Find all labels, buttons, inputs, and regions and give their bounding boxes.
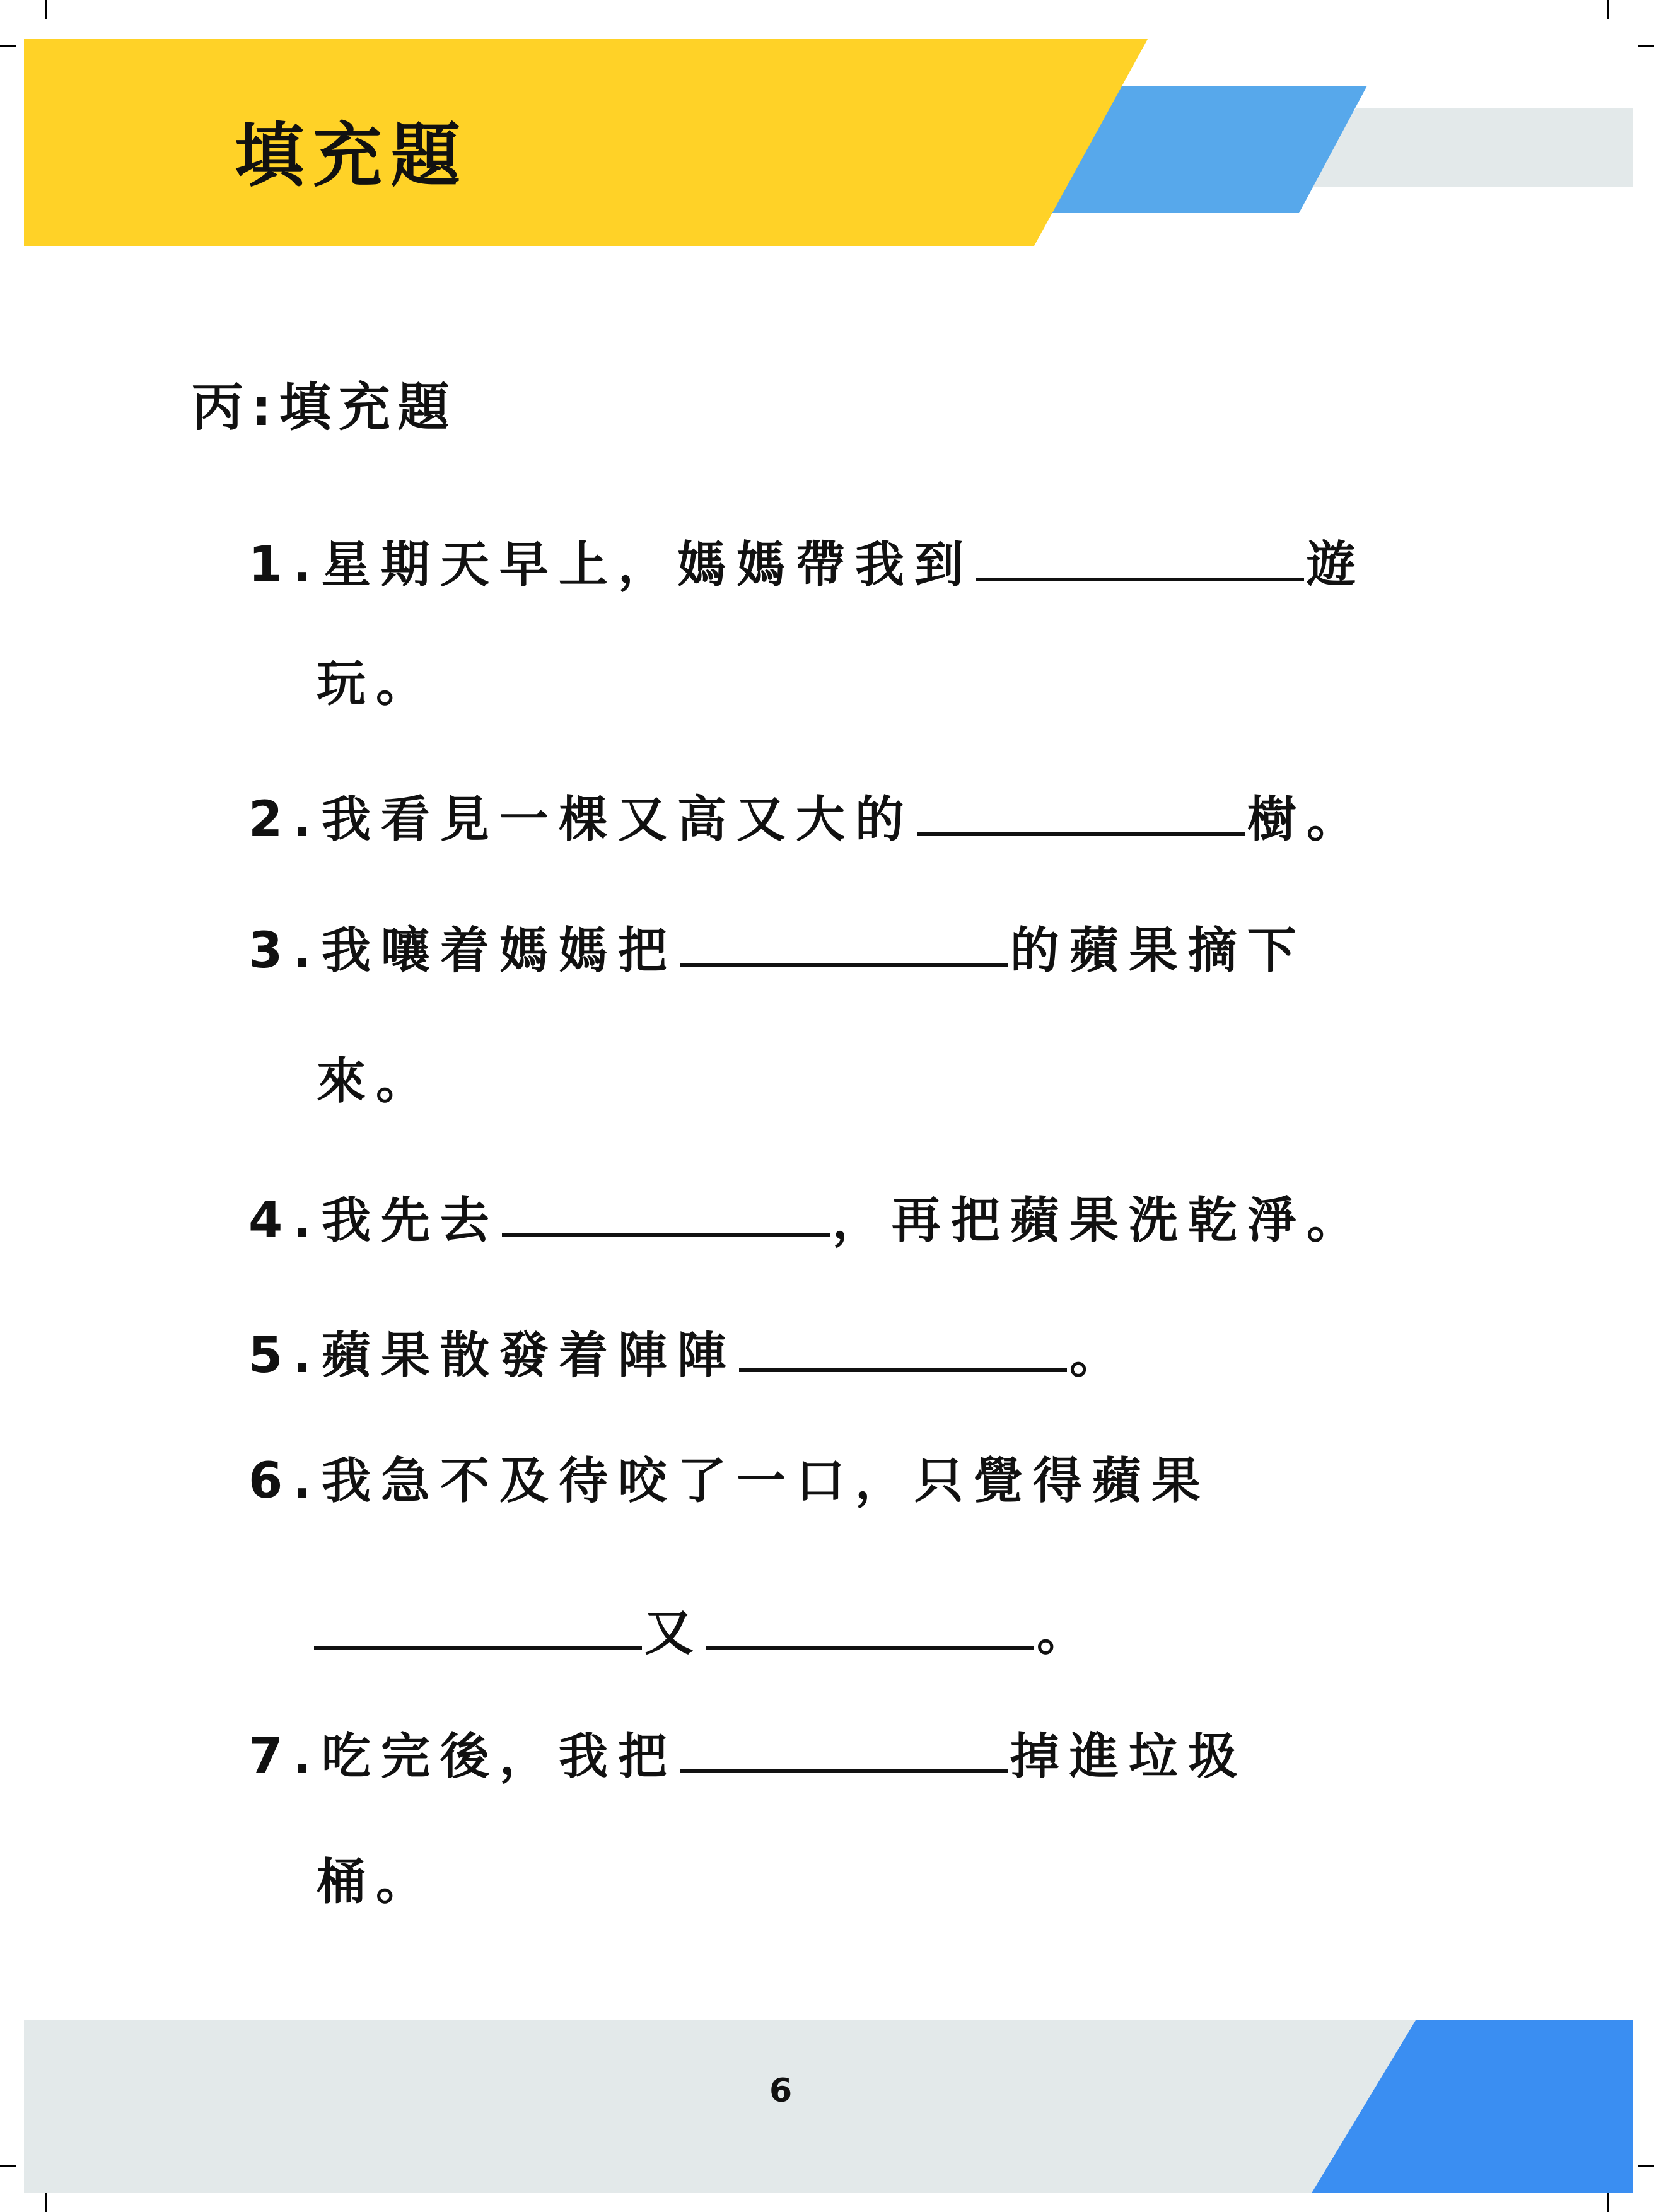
question-text: 。	[1037, 1605, 1097, 1662]
header-yellow-band	[24, 39, 1148, 246]
answer-blank[interactable]	[680, 919, 1008, 967]
question-text: 蘋果散發着陣陣	[321, 1327, 737, 1384]
question-text: ，再把蘋果洗乾淨。	[832, 1192, 1366, 1249]
page-number: 6	[769, 2072, 793, 2110]
footer-banner	[0, 2010, 1654, 2212]
question-7-continuation: 桶。	[317, 1854, 436, 1911]
question-text: 掉進垃圾	[1010, 1728, 1247, 1785]
question-number: 4.	[248, 1192, 322, 1249]
question-text: 我看見一棵又高又大的	[321, 791, 914, 848]
question-text: 又	[644, 1605, 704, 1662]
question-6-continuation	[312, 1602, 1097, 1662]
question-text: 我急不及待咬了一口，只覺得蘋果	[321, 1453, 1211, 1510]
header-gray-band	[1307, 108, 1633, 187]
section-heading: 丙:填充題	[192, 378, 457, 438]
question-number: 1.	[248, 537, 322, 593]
question-5	[248, 1324, 1129, 1384]
question-text: 我嚷着媽媽把	[321, 923, 677, 979]
answer-blank[interactable]	[502, 1189, 830, 1237]
answer-blank[interactable]	[314, 1602, 642, 1650]
answer-blank[interactable]	[680, 1725, 1008, 1773]
question-1-continuation: 玩。	[317, 656, 436, 713]
question-text: 我先去	[321, 1192, 499, 1249]
question-3	[248, 919, 1307, 979]
question-text: 的蘋果摘下	[1010, 923, 1307, 979]
answer-blank[interactable]	[976, 533, 1304, 581]
question-number: 3.	[248, 923, 322, 979]
question-3-continuation: 來。	[317, 1053, 436, 1110]
question-2	[248, 788, 1366, 848]
footer-gray-band	[24, 2020, 1416, 2193]
question-4	[248, 1189, 1366, 1249]
question-text: 吃完後，我把	[321, 1728, 677, 1785]
answer-blank[interactable]	[917, 788, 1245, 836]
question-number: 6.	[248, 1453, 322, 1510]
answer-blank[interactable]	[739, 1324, 1067, 1372]
question-text: 樹。	[1247, 791, 1366, 848]
page-title: 填充題	[235, 115, 469, 196]
question-6	[248, 1453, 1211, 1510]
question-7	[248, 1725, 1247, 1785]
question-number: 7.	[248, 1728, 322, 1785]
answer-blank[interactable]	[706, 1602, 1034, 1650]
question-text: 遊	[1306, 537, 1366, 593]
question-1	[248, 533, 1366, 593]
question-number: 5.	[248, 1327, 322, 1384]
question-text: 。	[1069, 1327, 1129, 1384]
question-text: 星期天早上，媽媽帶我到	[321, 537, 974, 593]
question-number: 2.	[248, 791, 322, 848]
